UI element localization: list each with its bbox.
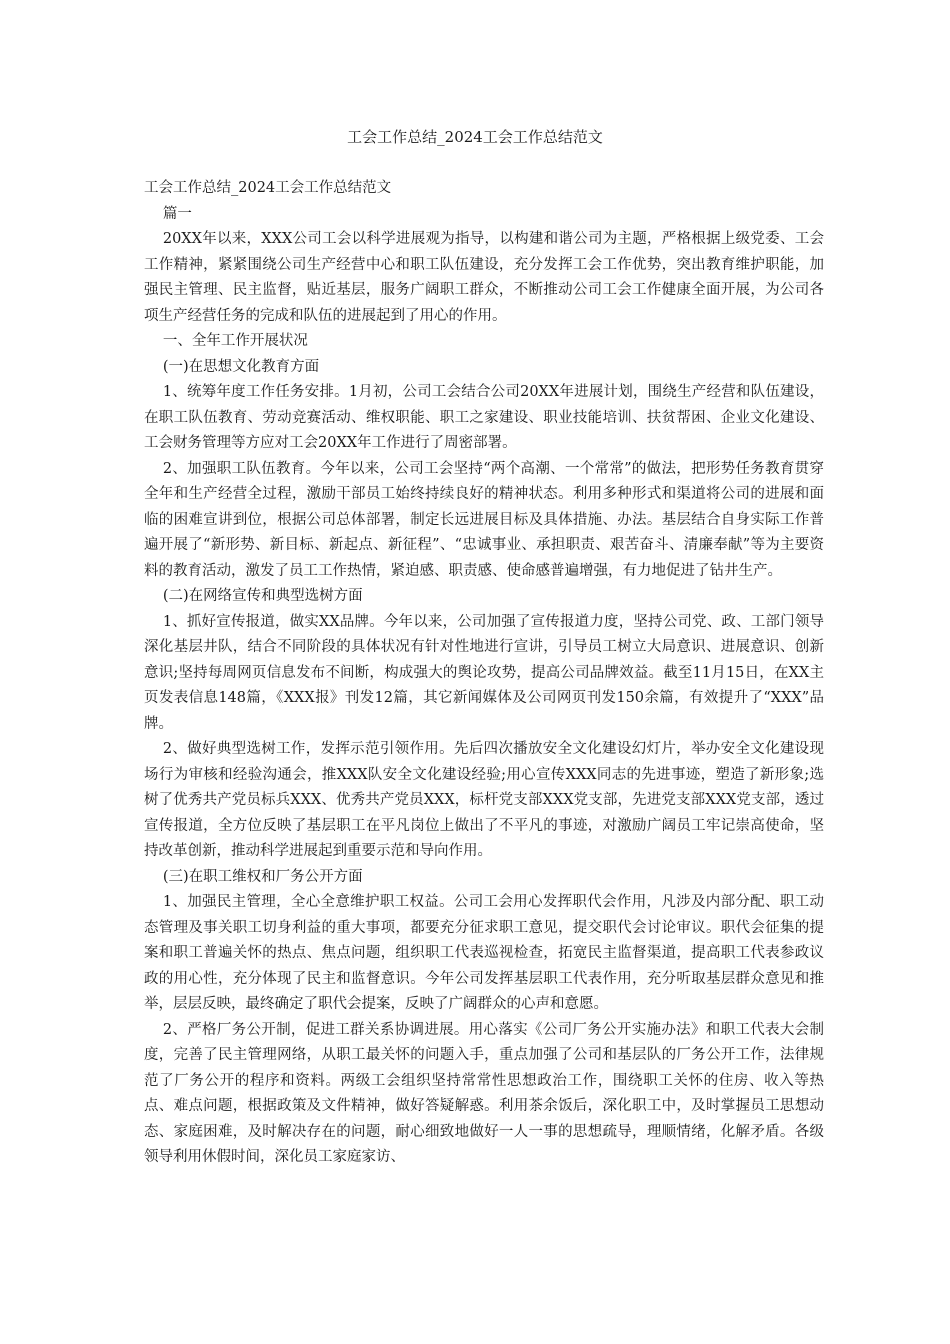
section-label: 篇一 [162, 205, 192, 222]
heading-publicity: (二)在网络宣传和典型选树方面 [162, 588, 363, 604]
heading-rights: (三)在职工维权和厂务公开方面 [162, 868, 363, 885]
paragraph-intro: 20XX年以来，XXX公司工会以科学进展观为指导，以构建和谐公司为主题，严格根据上级党委、工会工作精神，紧紧围绕公司生产经营中心和职工队伍建设，充分发挥工会工作优势，突出教育维护职能，加强民主管理、民主监督，贴近基层，服务广阔职工群众，不断推动公司工会工作健康全面开展，为公司各项生产经营任务的完成和队伍的进展起到了用心的作用。 [144, 231, 824, 324]
paragraph-education-1: 1、统筹年度工作任务安排。1月初，公司工会结合公司20XX年进展计划，围绕生产经营和队伍建设，在职工队伍教育、劳动竞赛活动、维权职能、职工之家建设、职业技能培训、扶贫帮困、企业文化建设、工会财务管理等方应对工会20XX年工作进行了周密部署。 [144, 384, 824, 451]
paragraph-publicity-1: 1、抓好宣传报道，做实XX品牌。今年以来，公司加强了宣传报道力度，坚持公司党、政、工部门领导深化基层井队，结合不同阶段的具体状况有针对性地进行宣讲，引导员工树立大局意识、进展意识、创新意识;坚持每周网页信息发布不间断，构成强大的舆论攻势，提高公司品牌效益。截至11月15日，在XX主页发表信息148篇，《XXX报》刊发12篇，其它新闻媒体及公司网页刊发150余篇，有效提升了“XXX”品牌。 [144, 613, 824, 732]
paragraph-education-2: 2、加强职工队伍教育。今年以来，公司工会坚持“两个高潮、一个常常”的做法，把形势任务教育贯穿全年和生产经营全过程，激励干部员工始终持续良好的精神状态。利用多种形式和渠道将公司的进展和面临的困难宣讲到位，根据公司总体部署，制定长远进展目标及具体措施、办法。基层结合自身实际工作普遍开展了“新形势、新目标、新起点、新征程”、“忠诚事业、承担职责、艰苦奋斗、清廉奉献”等为主要资料的教育活动，激发了员工工作热情，紧迫感、职责感、使命感普遍增强，有力地促进了钻井生产。 [144, 460, 824, 579]
paragraph-rights-1: 1、加强民主管理，全心全意维护职工权益。公司工会用心发挥职代会作用，凡涉及内部分配、职工动态管理及事关职工切身利益的重大事项，都要充分征求职工意见，提交职代会讨论审议。职代会征集的提案和职工普遍关怀的热点、焦点问题，组织职工代表巡视检查，拓宽民主监督渠道，提高职工代表参政议政的用心性，充分体现了民主和监督意识。今年公司发挥基层职工代表作用，充分听取基层群众意见和推举，层层反映，最终确定了职代会提案，反映了广阔群众的心声和意愿。 [144, 894, 824, 1012]
paragraph-publicity-2: 2、做好典型选树工作，发挥示范引领作用。先后四次播放安全文化建设幻灯片，举办安全文化建设现场行为审核和经验沟通会，推XXX队安全文化建设经验;用心宣传XXX同志的先进事迹，塑造了新形象;选树了优秀共产党员标兵XXX、优秀共产党员XXX，标杆党支部XXX党支部，先进党支部XXX党支部，透过宣传报道，全方位反映了基层职工在平凡岗位上做出了不平凡的事迹，对激励广阔员工牢记崇高使命，坚持改革创新，推动科学进展起到重要示范和导向作用。 [144, 741, 824, 859]
document-subtitle: 工会工作总结_2024工会工作总结范文 [144, 180, 392, 196]
document-body [144, 176, 824, 1171]
document-title: 工会工作总结_2024工会工作总结范文 [347, 128, 603, 146]
heading-overview: 一、全年工作开展状况 [162, 333, 308, 349]
heading-education: (一)在思想文化教育方面 [162, 358, 320, 375]
paragraph-rights-2: 2、严格厂务公开制，促进工群关系协调进展。用心落实《公司厂务公开实施办法》和职工代表大会制度，完善了民主管理网络，从职工最关怀的问题入手，重点加强了公司和基层队的厂务公开工作，法律规范了厂务公开的程序和资料。两级工会组织坚持常常性思想政治工作，围绕职工关怀的住房、收入等热点、难点问题，根据政策及文件精神，做好答疑解惑。利用茶余饭后，深化职工中，及时掌握员工思想动态、家庭困难，及时解决存在的问题，耐心细致地做好一人一事的思想疏导，理顺情绪，化解矛盾。各级领导利用休假时间，深化员工家庭家访、 [144, 1021, 824, 1165]
